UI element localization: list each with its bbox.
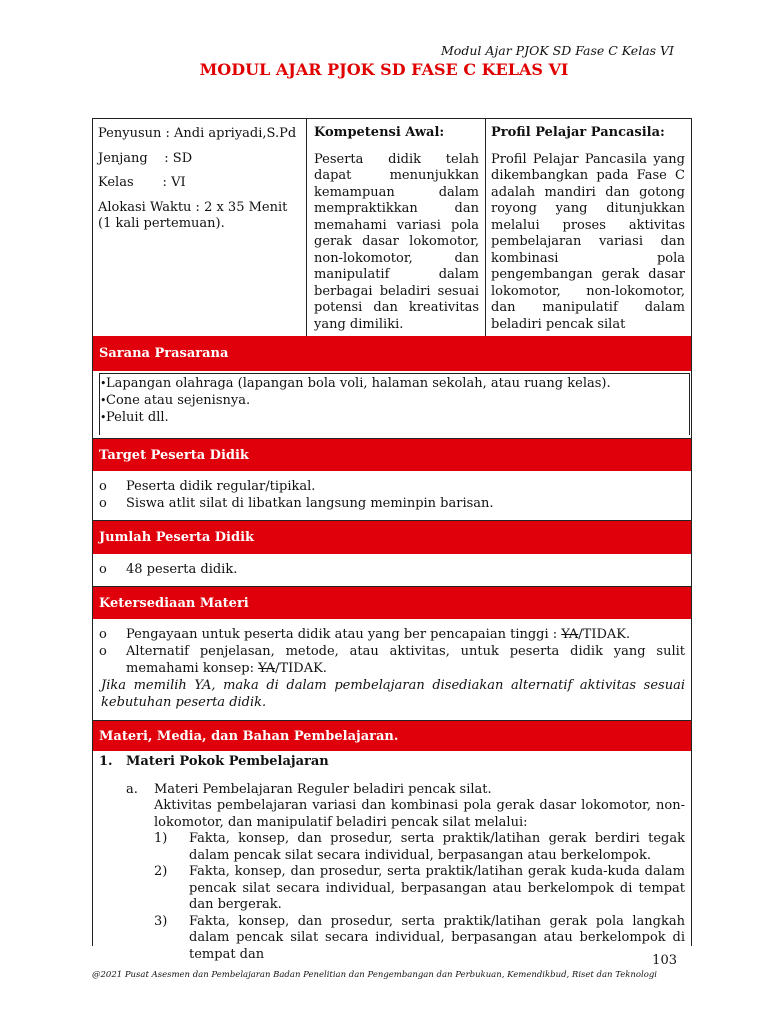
kompetensi-heading: Kompetensi Awal:: [314, 125, 445, 140]
penyusun: Penyusun : Andi apriyadi,S.Pd: [98, 126, 297, 141]
list-item: o Pengayaan untuk peserta didik atau yang ber pencapaian tinggi : YA/TIDAK.: [99, 627, 631, 642]
sarana-header: Sarana Prasarana: [93, 336, 691, 371]
jumlah-header: Jumlah Peserta Didik: [93, 521, 691, 554]
list-item: • Peluit dll.: [100, 410, 169, 425]
page-title: MODUL AJAR PJOK SD FASE C KELAS VI: [199, 60, 569, 79]
list-item: o Siswa atlit silat di libatkan langsung meminpin barisan.: [99, 496, 494, 511]
profil-cell: [486, 119, 691, 336]
list-item: 1) Fakta, konsep, dan prosedur, serta praktik/latihan gerak berdiri tegak dalam pencak silat secara individual, berpasangan atau berkelompok.: [154, 831, 685, 863]
list-item: o 48 peserta didik.: [99, 562, 238, 577]
overview-row: [93, 119, 691, 336]
sarana-list: [99, 373, 690, 435]
list-item: 3) Fakta, konsep, dan prosedur, serta praktik/latihan gerak pola langkah dalam pencak silat secara individual, berpasangan atau berkelompok di tempat dan: [154, 913, 685, 962]
profil-heading: Profil Pelajar Pancasila:: [491, 125, 665, 140]
jumlah-section: [93, 554, 691, 587]
materi-section: [93, 751, 691, 963]
kompetensi-cell: [307, 119, 486, 336]
ketersediaan-header: Ketersediaan Materi: [93, 587, 691, 619]
page-number: 103: [652, 953, 677, 968]
list-item: o Alternatif penjelasan, metode, atau aktivitas, untuk peserta didik yang sulit memahami konsep: YA/TIDAK.: [99, 644, 685, 676]
profil-text: Profil Pelajar Pancasila yang dikembangkan pada Fase C adalah mandiri dan gotong royong yang ditunjukkan melalui proses aktivitas pembelajaran variasi dan kombinasi pola pengembangan gerak dasar lokomotor, non-lokomotor, dan manipulatif dalam beladiri pencak silat: [491, 151, 685, 332]
running-header: Modul Ajar PJOK SD Fase C Kelas VI: [441, 43, 674, 58]
identity-cell: [93, 119, 307, 336]
list-item: 2) Fakta, konsep, dan prosedur, serta praktik/latihan gerak kuda-kuda dalam pencak silat secara individual, berpasangan atau berkelompok di tempat dan bergerak.: [154, 864, 685, 912]
footer-copyright: @2021 Pusat Asesmen dan Pembelajaran Badan Penelitian dan Pengembangan dan Perbukuan, Kemendikbud, Riset dan Teknologi: [92, 970, 658, 980]
ketersediaan-section: [93, 619, 691, 721]
sarana-section: [93, 371, 691, 439]
kelas: Kelas : VI: [98, 175, 186, 190]
list-item: • Lapangan olahraga (lapangan bola voli, halaman sekolah, atau ruang kelas).: [100, 376, 611, 391]
alokasi-waktu: Alokasi Waktu : 2 x 35 Menit (1 kali pertemuan).: [98, 199, 288, 231]
target-header: Target Peserta Didik: [93, 439, 691, 471]
list-item: o Peserta didik regular/tipikal.: [99, 479, 316, 494]
list-item: • Cone atau sejenisnya.: [100, 393, 251, 408]
materi-header: Materi, Media, dan Bahan Pembelajaran.: [93, 721, 691, 751]
jenjang: Jenjang : SD: [98, 150, 193, 166]
materi-sub-a: a. Materi Pembelajaran Reguler beladiri pencak silat. Aktivitas pembelajaran variasi dan kombinasi pola gerak dasar lokomotor, non-lokomotor, dan manipulatif beladiri pencak silat melalui:: [126, 781, 685, 830]
ketersediaan-note: Jika memilih YA, maka di dalam pembelajaran disediakan alternatif aktivitas sesuai kebutuhan peserta didik.: [101, 678, 685, 710]
materi-pokok-heading: 1. Materi Pokok Pembelajaran: [99, 754, 329, 769]
kompetensi-text: Peserta didik telah dapat menunjukkan kemampuan dalam mempraktikkan dan memahami variasi pola gerak dasar lokomotor, non-lokomotor, dan manipulatif dalam berbagai beladiri sesuai potensi dan kreativitas yang dimiliki.: [314, 151, 479, 332]
target-section: [93, 471, 691, 521]
